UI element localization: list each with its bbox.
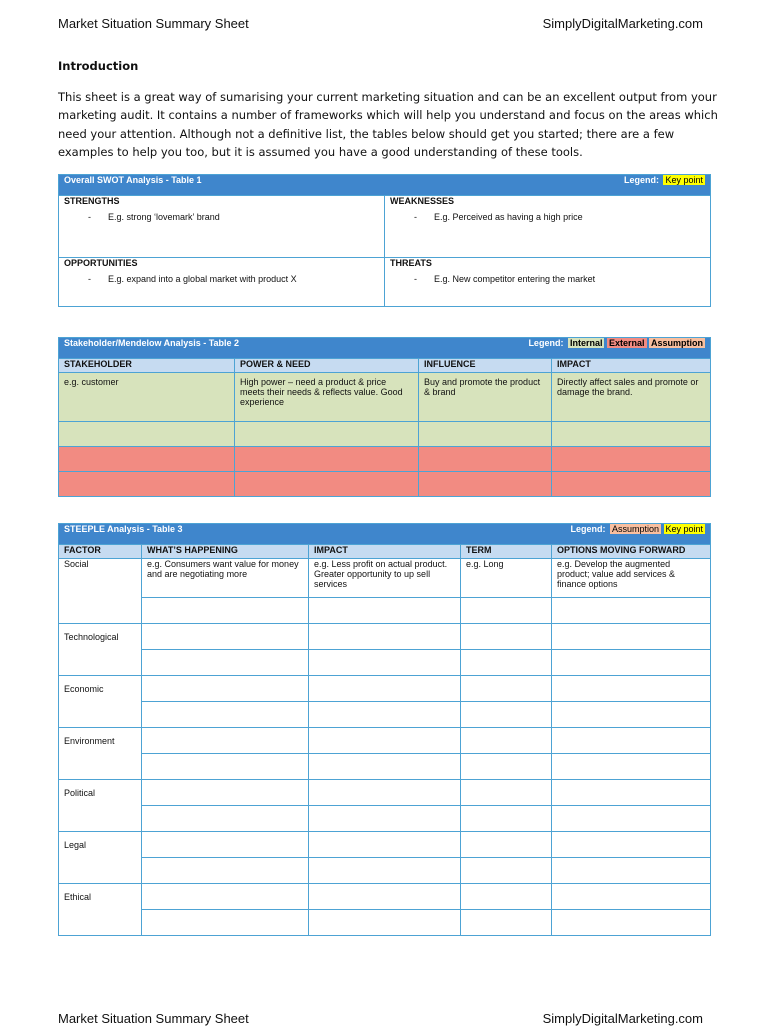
influence-cell[interactable] (419, 422, 552, 447)
opportunities-heading: OPPORTUNITIES (64, 258, 138, 268)
impact-cell[interactable] (309, 598, 461, 624)
factor-social: Social (59, 559, 142, 624)
whats-happening-cell[interactable] (142, 858, 309, 884)
whats-happening-cell[interactable] (142, 650, 309, 676)
factor-ethical: Ethical (59, 884, 142, 936)
impact-cell[interactable] (552, 422, 711, 447)
impact-cell[interactable] (309, 754, 461, 780)
swot-title: Overall SWOT Analysis - Table 1 (64, 175, 202, 185)
steeple-row-environment (59, 728, 711, 754)
col-impact: IMPACT (552, 359, 711, 373)
strengths-example: E.g. strong ‘lovemark’ brand (108, 212, 220, 222)
steeple-column-headers (59, 545, 711, 559)
impact-cell[interactable] (309, 858, 461, 884)
whats-happening-cell[interactable] (142, 754, 309, 780)
term-cell[interactable] (461, 754, 552, 780)
term-cell[interactable] (461, 858, 552, 884)
options-cell[interactable] (552, 910, 711, 936)
impact-cell[interactable] (309, 884, 461, 910)
options-cell[interactable] (552, 728, 711, 754)
term-cell[interactable] (461, 650, 552, 676)
swot-threats-cell[interactable]: THREATS - E.g. New competitor entering the market (385, 258, 711, 307)
stakeholder-legend (526, 338, 705, 348)
steeple-row-legal (59, 832, 711, 858)
stakeholder-row-internal (59, 422, 711, 447)
header-title: Market Situation Summary Sheet (58, 16, 249, 31)
stakeholder-row-external (59, 447, 711, 472)
term-cell[interactable] (461, 910, 552, 936)
col-stakeholder: STAKEHOLDER (59, 359, 235, 373)
term-cell[interactable] (461, 728, 552, 754)
opportunities-example: E.g. expand into a global market with product X (108, 274, 297, 284)
whats-happening-cell[interactable] (142, 702, 309, 728)
options-cell[interactable] (552, 832, 711, 858)
col-whats-happening: WHAT’S HAPPENING (142, 545, 309, 559)
col-factor: FACTOR (59, 545, 142, 559)
steeple-row-ethical (59, 884, 711, 910)
options-cell[interactable] (552, 754, 711, 780)
intro-paragraph: This sheet is a great way of sumarising your current marketing situation and can be an excellent output from your marketing audit. It contains a number of frameworks which will help you understand and focus on the areas which need your attention. Although not a definitive list, the tables below should get you started; there are a few examples to help you too, but it is assumed you have a good understanding of these tools. (58, 90, 718, 160)
swot-legend (622, 175, 705, 185)
impact-cell[interactable]: e.g. Less profit on actual product. Greater opportunity to up sell services (309, 559, 461, 598)
term-cell[interactable] (461, 598, 552, 624)
options-cell[interactable] (552, 884, 711, 910)
legend-label: Legend: (623, 175, 659, 185)
impact-cell[interactable] (309, 910, 461, 936)
term-cell[interactable] (461, 780, 552, 806)
term-cell[interactable] (461, 806, 552, 832)
col-influence: INFLUENCE (419, 359, 552, 373)
steeple-title: STEEPLE Analysis - Table 3 (64, 524, 183, 534)
page-header (58, 16, 703, 31)
stakeholder-row-example (59, 373, 711, 422)
options-cell[interactable] (552, 598, 711, 624)
stakeholder-title: Stakeholder/Mendelow Analysis - Table 2 (64, 338, 240, 348)
impact-cell[interactable] (309, 650, 461, 676)
whats-happening-cell[interactable] (142, 728, 309, 754)
term-cell[interactable] (461, 702, 552, 728)
stakeholder-row-external (59, 472, 711, 497)
term-cell[interactable] (461, 884, 552, 910)
impact-cell[interactable] (309, 832, 461, 858)
impact-cell[interactable] (309, 728, 461, 754)
impact-cell[interactable]: Directly affect sales and promote or damage the brand. (552, 373, 711, 422)
steeple-row-social-2 (59, 598, 711, 624)
whats-happening-cell[interactable] (142, 910, 309, 936)
power-need-cell[interactable] (235, 472, 419, 497)
factor-environment: Environment (59, 728, 142, 780)
whats-happening-cell[interactable] (142, 780, 309, 806)
term-cell[interactable] (461, 624, 552, 650)
swot-title-bar (59, 175, 711, 196)
whats-happening-cell[interactable]: e.g. Consumers want value for money and are negotiating more (142, 559, 309, 598)
legend-key-point: Key point (665, 175, 703, 185)
swot-strengths-cell[interactable]: STRENGTHS - E.g. strong ‘lovemark’ brand (59, 196, 385, 258)
intro-heading: Introduction (58, 59, 139, 73)
impact-cell[interactable] (309, 780, 461, 806)
col-power-need: POWER & NEED (235, 359, 419, 373)
whats-happening-cell[interactable] (142, 624, 309, 650)
options-cell[interactable] (552, 780, 711, 806)
influence-cell[interactable] (419, 472, 552, 497)
footer-title: Market Situation Summary Sheet (58, 1011, 249, 1026)
legend-assumption: Assumption (651, 338, 704, 348)
col-options: OPTIONS MOVING FORWARD (552, 545, 711, 559)
steeple-title-bar (59, 524, 711, 545)
stakeholder-title-bar (59, 338, 711, 359)
swot-opportunities-cell[interactable]: OPPORTUNITIES - E.g. expand into a global market with product X (59, 258, 385, 307)
legend-label: Legend: (570, 524, 606, 534)
influence-cell[interactable]: Buy and promote the product & brand (419, 373, 552, 422)
whats-happening-cell[interactable] (142, 598, 309, 624)
swot-weaknesses-cell[interactable]: WEAKNESSES - E.g. Perceived as having a high price (385, 196, 711, 258)
header-site: SimplyDigitalMarketing.com (542, 16, 703, 31)
swot-table (58, 174, 711, 307)
weaknesses-example: E.g. Perceived as having a high price (434, 212, 583, 222)
term-cell[interactable]: e.g. Long (461, 559, 552, 598)
stakeholder-cell[interactable] (59, 447, 235, 472)
factor-technological: Technological (59, 624, 142, 676)
factor-legal: Legal (59, 832, 142, 884)
factor-political: Political (59, 780, 142, 832)
footer-site: SimplyDigitalMarketing.com (542, 1011, 703, 1026)
options-cell[interactable] (552, 858, 711, 884)
steeple-table (58, 523, 711, 936)
threats-heading: THREATS (390, 258, 432, 268)
steeple-row-technological (59, 624, 711, 650)
legend-key-point: Key point (665, 524, 704, 534)
stakeholder-table (58, 337, 711, 497)
options-cell[interactable] (552, 650, 711, 676)
steeple-row-social (59, 559, 711, 598)
power-need-cell[interactable] (235, 422, 419, 447)
options-cell[interactable] (552, 624, 711, 650)
impact-cell[interactable] (309, 676, 461, 702)
options-cell[interactable]: e.g. Develop the augmented product; value add services & finance options (552, 559, 711, 598)
whats-happening-cell[interactable] (142, 832, 309, 858)
steeple-row-economic (59, 676, 711, 702)
impact-cell[interactable] (309, 806, 461, 832)
threats-example: E.g. New competitor entering the market (434, 274, 596, 284)
impact-cell[interactable] (552, 472, 711, 497)
stakeholder-cell[interactable] (59, 472, 235, 497)
impact-cell[interactable] (552, 447, 711, 472)
stakeholder-column-headers (59, 359, 711, 373)
options-cell[interactable] (552, 702, 711, 728)
legend-label: Legend: (528, 338, 564, 348)
term-cell[interactable] (461, 676, 552, 702)
impact-cell[interactable] (309, 702, 461, 728)
col-impact: IMPACT (309, 545, 461, 559)
power-need-cell[interactable] (235, 447, 419, 472)
stakeholder-cell[interactable]: e.g. customer (59, 373, 235, 422)
options-cell[interactable] (552, 806, 711, 832)
legend-internal: Internal (569, 338, 603, 348)
stakeholder-cell[interactable] (59, 422, 235, 447)
whats-happening-cell[interactable] (142, 884, 309, 910)
weaknesses-heading: WEAKNESSES (390, 196, 455, 206)
strengths-heading: STRENGTHS (64, 196, 120, 206)
legend-external: External (608, 338, 645, 348)
power-need-cell[interactable]: High power – need a product & price meets their needs & reflects value. Good experience (235, 373, 419, 422)
factor-economic: Economic (59, 676, 142, 728)
steeple-row-political (59, 780, 711, 806)
impact-cell[interactable] (309, 624, 461, 650)
steeple-legend (568, 524, 705, 534)
whats-happening-cell[interactable] (142, 676, 309, 702)
whats-happening-cell[interactable] (142, 806, 309, 832)
options-cell[interactable] (552, 676, 711, 702)
influence-cell[interactable] (419, 447, 552, 472)
legend-assumption: Assumption (611, 524, 659, 534)
term-cell[interactable] (461, 832, 552, 858)
col-term: TERM (461, 545, 552, 559)
